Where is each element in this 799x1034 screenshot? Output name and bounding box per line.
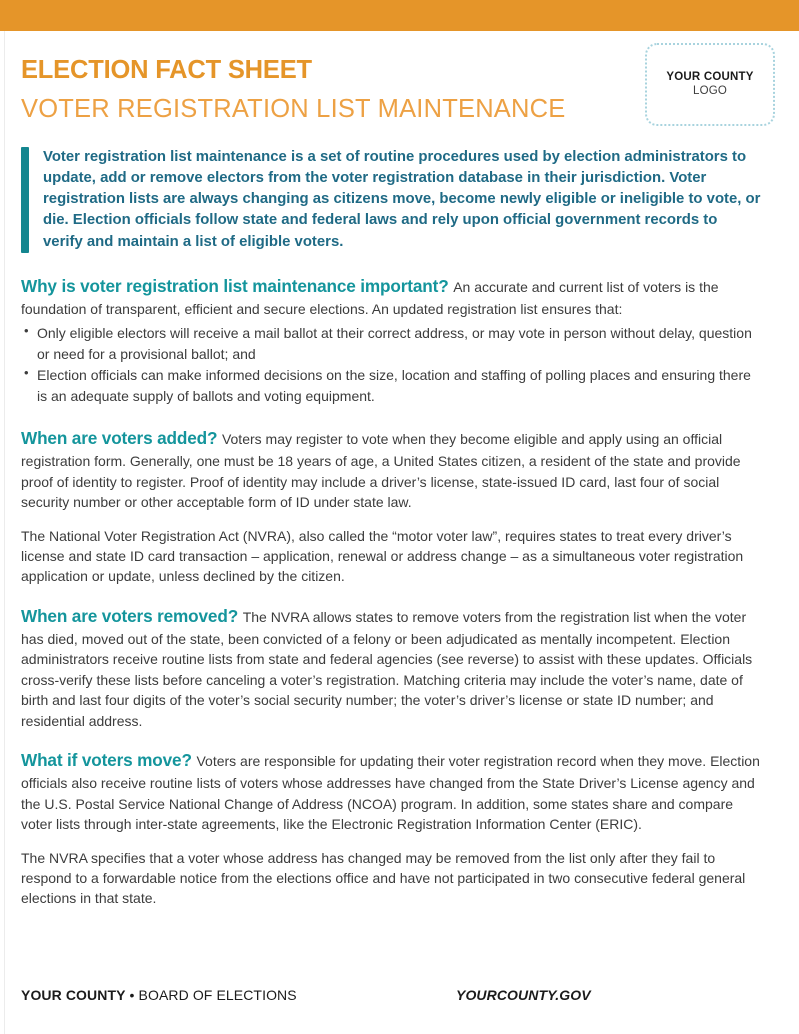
section-heading: What if voters move? xyxy=(21,750,192,771)
callout-accent-bar xyxy=(21,147,29,253)
section-paragraph-secondary: The National Voter Registration Act (NVRA), also called the “motor voter law”, requires states to treat every driver’s license and state ID card transaction – application, renewal or address change – as a simultaneous voter registration application or update, unless declined by the citizen. xyxy=(21,527,744,585)
document-content xyxy=(21,147,761,923)
section-body: Voters may register to vote when they become eligible and apply using an official registration form. Generally, one must be 18 years of age, a United States citizen, a resident of the state and provide proof of identity to register. Proof of identity may include a driver’s license, state-issued ID card, last four of social security number or other acceptable form of ID under state law. xyxy=(21,431,741,511)
benefits-list xyxy=(21,323,761,406)
section-paragraph xyxy=(21,274,761,320)
document-header xyxy=(0,31,799,139)
section-paragraph xyxy=(21,748,761,834)
section-paragraph-secondary: The NVRA specifies that a voter whose address has changed may be removed from the list only after they fail to respond to a forwardable notice from the elections office and have not participated in two consecutive federal general elections in that state. xyxy=(21,849,746,907)
section-body: The NVRA allows states to remove voters from the registration list when the voter has died, moved out of the state, been convicted of a felony or been adjudicated as mentally incompetent. Election administrators receive routine lists from state and federal agencies (see reverse) to assist with these updates. Officials cross-verify these lists before canceling a voter’s registration. Matching criteria may include the voter’s name, date of birth and last four digits of the voter’s social security number; the voter’s driver’s license or state ID number; and residential address. xyxy=(21,608,753,729)
section-heading: When are voters added? xyxy=(21,428,218,449)
section-heading: When are voters removed? xyxy=(21,605,239,626)
list-item: • Election officials can make informed decisions on the size, location and staffing of polling places and ensuring there is an adequate supply of ballots and voting equipment. xyxy=(21,365,761,406)
county-logo-placeholder xyxy=(645,43,775,126)
section-body: An accurate and current list of voters is the foundation of transparent, efficient and secure elections. An updated registration list ensures that: xyxy=(21,278,719,317)
fact-sheet-page xyxy=(0,31,799,1034)
section-voters-removed xyxy=(21,604,761,731)
section-why-important xyxy=(21,274,761,406)
logo-line-county: YOUR COUNTY xyxy=(666,70,754,83)
footer-organization xyxy=(21,987,297,1003)
list-item: • Only eligible electors will receive a mail ballot at their correct address, or may vote in person without delay, question or need for a provisional ballot; and xyxy=(21,323,761,364)
section-body: Voters are responsible for updating their voter registration record when they move. Election officials also receive routine lists of voters whose addresses have changed from the State Driver’s License agency and the U.S. Postal Service National Change of Address (NCOA) program. In addition, some states share and compare voter lists through inter-state agreements, like the Electronic Registration Information Center (ERIC). xyxy=(21,753,760,833)
footer-department: • BOARD OF ELECTIONS xyxy=(125,987,297,1003)
title-block xyxy=(21,57,565,123)
section-voters-move xyxy=(21,748,761,909)
footer-website: YOURCOUNTY.GOV xyxy=(456,987,591,1003)
section-voters-added xyxy=(21,426,761,587)
page-title: ELECTION FACT SHEET xyxy=(21,56,312,84)
top-orange-band xyxy=(0,0,799,31)
logo-line-logo: LOGO xyxy=(692,84,728,97)
page-subtitle: VOTER REGISTRATION LIST MAINTENANCE xyxy=(21,95,566,124)
intro-callout xyxy=(21,147,761,253)
section-paragraph xyxy=(21,604,761,731)
callout-text: Voter registration list maintenance is a set of routine procedures used by election administrators to update, add or remove electors from the voter registration database in their jurisdiction. Voter registration lists are always changing as citizens move, become newly eligible or ineligible to vote, or die. Election officials follow state and federal laws and rely upon official government records to verify and maintain a list of eligible voters. xyxy=(43,149,761,250)
document-footer xyxy=(21,987,761,1017)
section-heading: Why is voter registration list maintenance important? xyxy=(21,275,449,296)
section-paragraph xyxy=(21,426,761,512)
footer-county-name: YOUR COUNTY xyxy=(21,987,126,1003)
